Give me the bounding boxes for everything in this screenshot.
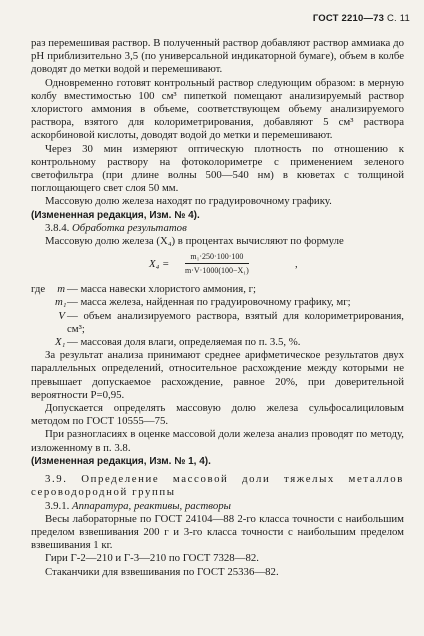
section-number: 3.9.1. (45, 499, 70, 512)
section-title: Обработка результатов (72, 221, 187, 234)
section-3-9-1-heading (31, 500, 404, 513)
variable-definitions (31, 283, 404, 349)
paragraph-control-solution: Одновременно готовят контрольный раствор следующим образом: в мерную колбу вместимостью 100 см³ пипеткой помещают анализируемый раствор хлористого аммония в объеме, соответствующем объему анализируемого раствора, взятого для колориметрирования, добавляют 5 см³ раствора аскорбиновой кислоты, доводят водой до метки и перемешивают. (31, 76, 404, 142)
paragraph-disagreement: При разногласиях в оценке массовой доли железа анализ проводят по методу, изложенному в п. 3.8. (31, 428, 404, 454)
definition-symbol: X₁ (55, 336, 66, 349)
section-title: Аппаратура, реактивы, растворы (72, 499, 231, 512)
page-header (313, 13, 410, 24)
formula-numerator: m₁·250·100·100 (185, 251, 249, 264)
paragraph-graph: Массовую долю железа находят по градуировочному графику. (45, 195, 332, 208)
paragraph-result: За результат анализа принимают среднее арифметическое результатов двух параллельных определений, относительное расхождение между которыми не превышает допускаемое расхождение, равное 20%, при доверительной вероятности P=0,95. (31, 349, 404, 401)
definition-symbol: m₁ (55, 296, 67, 309)
definition-text: — массовая доля влаги, определяемая по п. 3.5, %. (67, 336, 301, 349)
definition-row (31, 310, 404, 336)
definition-row (31, 296, 404, 309)
section-number: 3.8.4. (45, 221, 70, 234)
iron-fraction-formula (31, 251, 404, 277)
paragraph-continuation: раз перемешивая раствор. В полученный раствор добавляют раствор аммиака до pH приблизительно 3,5 (по универсальной индикаторной бумаге), объем в колбе доводят до метки водой и перемешивают. (31, 37, 404, 76)
section-3-8-4-heading (31, 222, 404, 235)
definition-text: — масса железа, найденная по градуировочному графику, мг; (67, 296, 351, 309)
page-number: С. 11 (386, 13, 410, 24)
paragraph-formula-intro: Массовую долю железа (X₄) в процентах вычисляют по формуле (45, 235, 344, 248)
amendment-note: (Измененная редакция, Изм. № 1, 4). (31, 455, 211, 467)
formula-comma: , (295, 258, 298, 271)
definition-row (31, 283, 404, 296)
paragraph-alternative-method: Допускается определять массовую долю железа сульфосалициловым методом по ГОСТ 10555—75. (31, 402, 404, 428)
standard-number: ГОСТ 2210—73 (312, 13, 385, 24)
definition-symbol: V (58, 309, 65, 322)
formula-denominator: m·V·1000(100−X₁) (185, 266, 249, 276)
paragraph-weighing-cups: Стаканчики для взвешивания по ГОСТ 25336—82. (45, 565, 279, 578)
amendment-note: (Измененная редакция, Изм. № 4). (31, 209, 200, 221)
paragraph-scales: Весы лабораторные по ГОСТ 24104—88 2-го класса точности с наибольшим пределом взвешивания 200 г и 3-го класса точности с наибольшим пределом взвешивания 1 кг. (31, 512, 404, 552)
where-label: где (31, 283, 46, 296)
definition-row (31, 336, 404, 349)
definition-symbol: m (57, 283, 65, 296)
paragraph-weights: Гири Г-2—210 и Г-3—210 по ГОСТ 7328—82. (45, 552, 259, 565)
definition-text: — объем анализируемого раствора, взятый для колориметрирования, см³; (67, 309, 404, 335)
paragraph-measurement: Через 30 мин измеряют оптическую плотность по отношению к контрольному раствору на фотоколориметре с применением зеленого светофильтра (при длине волны 500—540 нм) в кюветах с толщиной поглощающего свет слоя 50 мм. (31, 142, 404, 195)
definition-text: — масса навески хлористого аммония, г; (67, 283, 257, 296)
formula-lhs: X₄ = (149, 258, 170, 271)
section-3-9-heading: 3.9. Определение массовой доли тяжелых металлов сероводородной группы (31, 473, 404, 499)
page-body (31, 37, 404, 579)
formula-fraction (185, 251, 249, 276)
